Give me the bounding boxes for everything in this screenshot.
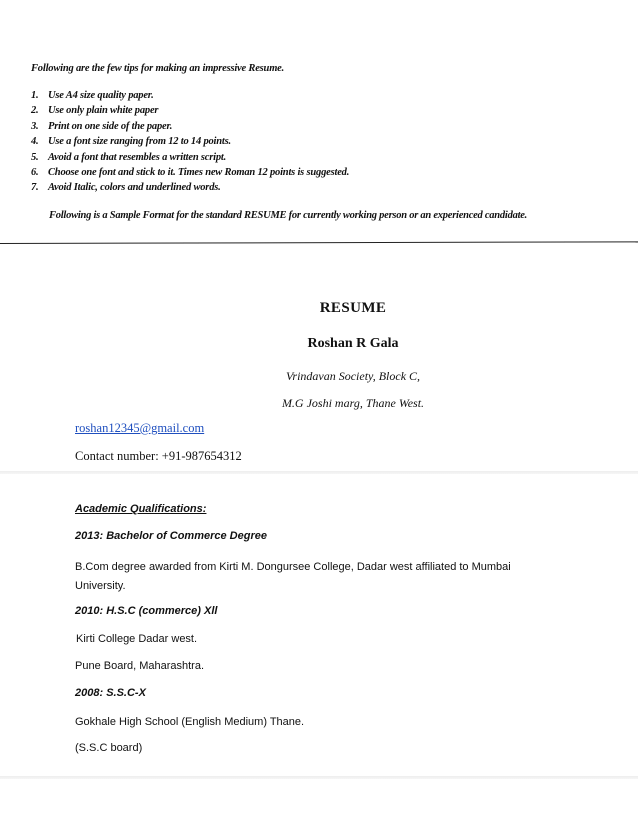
list-text: Use only plain white paper (48, 105, 159, 117)
qualification-detail: Pune Board, Maharashtra. (75, 660, 205, 672)
section-divider (0, 241, 638, 244)
list-item (31, 88, 349, 103)
list-number: 6. (31, 166, 39, 178)
format-note: Following is a Sample Format for the standard RESUME for currently working person or an experienced candidate. (49, 210, 528, 221)
list-number: 2. (31, 105, 39, 117)
list-item (31, 180, 349, 195)
list-item (31, 134, 349, 149)
contact-number: Contact number: +91-987654312 (75, 449, 242, 463)
list-text: Use a font size ranging from 12 to 14 points. (48, 136, 231, 148)
address-line-1: Vrindavan Society, Block C, (285, 369, 421, 383)
list-number: 3. (31, 120, 39, 132)
page-separator (0, 776, 638, 779)
qualification-detail: (S.S.C board) (75, 742, 143, 754)
list-number: 4. (31, 136, 39, 148)
qualification-detail: Gokhale High School (English Medium) Thane. (75, 716, 305, 728)
list-item (31, 165, 349, 180)
academic-heading: Academic Qualifications: (75, 503, 207, 515)
email-link[interactable]: roshan12345@gmail.com (75, 421, 205, 435)
list-number: 7. (31, 182, 39, 194)
list-item (31, 150, 349, 165)
qualification-heading-2013: 2013: Bachelor of Commerce Degree (75, 530, 267, 542)
qualification-heading-2010: 2010: H.S.C (commerce) Xll (75, 605, 218, 617)
list-item (31, 119, 349, 134)
qualification-detail: Kirti College Dadar west. (76, 633, 198, 645)
page-separator (0, 471, 638, 474)
tips-intro: Following are the few tips for making an impressive Resume. (31, 63, 285, 74)
address-line-2: M.G Joshi marg, Thane West. (281, 396, 425, 410)
resume-title: RESUME (319, 300, 387, 316)
resume-name: Roshan R Gala (307, 336, 399, 351)
qualification-detail: B.Com degree awarded from Kirti M. Dongursee College, Dadar west affiliated to Mumbai University. (75, 561, 511, 592)
tips-list (31, 88, 349, 196)
list-text: Print on one side of the paper. (48, 120, 173, 132)
list-item (31, 103, 349, 118)
list-text: Avoid a font that resembles a written script. (48, 151, 227, 163)
list-text: Use A4 size quality paper. (48, 90, 154, 101)
list-number: 5. (31, 151, 39, 163)
qualification-heading-2008: 2008: S.S.C-X (75, 687, 146, 699)
list-number: 1. (31, 90, 39, 101)
list-text: Choose one font and stick to it. Times new Roman 12 points is suggested. (48, 166, 350, 178)
list-text: Avoid Italic, colors and underlined words. (48, 182, 221, 194)
